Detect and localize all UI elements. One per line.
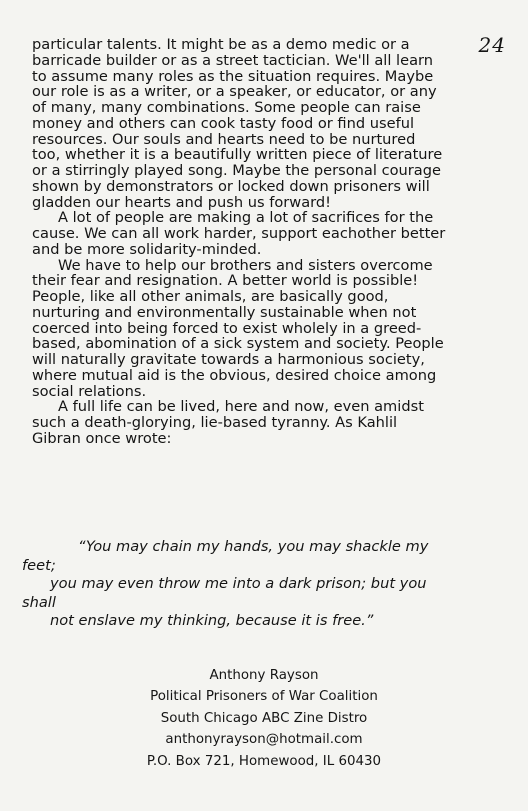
signature-block	[0, 665, 528, 772]
quote-line: not enslave my thinking, because it is free.”	[50, 612, 374, 629]
body-line: will naturally gravitate towards a harmonious society,	[32, 351, 425, 368]
body-line: to assume many roles as the situation requires. Maybe	[32, 67, 434, 85]
signature-line: anthonyrayson@hotmail.com	[165, 732, 363, 748]
body-line: their fear and resignation. A better world is possible!	[32, 272, 419, 290]
quote-line: shall	[22, 593, 56, 611]
body-line: A full life can be lived, here and now, even amidst	[58, 398, 424, 416]
body-line: too, whether it is a beautifully written piece of literature	[32, 146, 443, 164]
body-line: and be more solidarity-minded.	[32, 240, 262, 258]
body-line: social relations.	[32, 382, 147, 400]
body-line: People, like all other animals, are basically good,	[32, 288, 389, 305]
body-line: barricade builder or as a street tactician. We'll all learn	[32, 51, 433, 69]
quote-line: you may even throw me into a dark prison; but you	[50, 575, 427, 592]
body-line: such a death-glorying, lie-based tyranny. As Kahlil	[32, 414, 398, 431]
signature-line: South Chicago ABC Zine Distro	[160, 710, 368, 726]
body-text	[32, 37, 504, 447]
body-line: or a stirringly played song. Maybe the personal courage	[32, 162, 441, 179]
body-line: shown by demonstrators or locked down prisoners will	[32, 177, 430, 195]
signature-line: P.O. Box 721, Homewood, IL 60430	[146, 753, 382, 769]
body-line: Gibran once wrote:	[32, 429, 172, 447]
page-number: 24	[478, 33, 506, 57]
body-line: based, abomination of a sick system and society. People	[32, 335, 444, 353]
quote-line: feet;	[22, 556, 56, 574]
body-line: resources. Our souls and hearts need to be nurtured	[32, 130, 416, 148]
signature-line: Political Prisoners of War Coalition	[150, 689, 378, 705]
gibran-quote	[22, 538, 492, 631]
signature-line: Anthony Rayson	[209, 668, 319, 683]
body-line: We have to help our brothers and sisters overcome	[58, 256, 433, 274]
body-line: of many, many combinations. Some people can raise	[32, 99, 421, 116]
body-line: A lot of people are making a lot of sacrifices for the	[58, 209, 434, 227]
body-line: money and others can cook tasty food or find useful	[32, 114, 415, 132]
body-line: our role is as a writer, or a speaker, or educator, or any	[32, 83, 437, 101]
body-line: gladden our hearts and push us forward!	[32, 193, 332, 211]
body-line: nurturing and environmentally sustainable when not	[32, 303, 417, 321]
body-line: cause. We can all work harder, support eachother better	[32, 225, 446, 242]
quote-line: “You may chain my hands, you may shackle my	[78, 538, 429, 555]
body-line: particular talents. It might be as a demo medic or a	[32, 36, 410, 53]
body-line: where mutual aid is the obvious, desired choice among	[32, 366, 437, 384]
body-line: coerced into being forced to exist wholely in a greed-	[32, 319, 422, 337]
